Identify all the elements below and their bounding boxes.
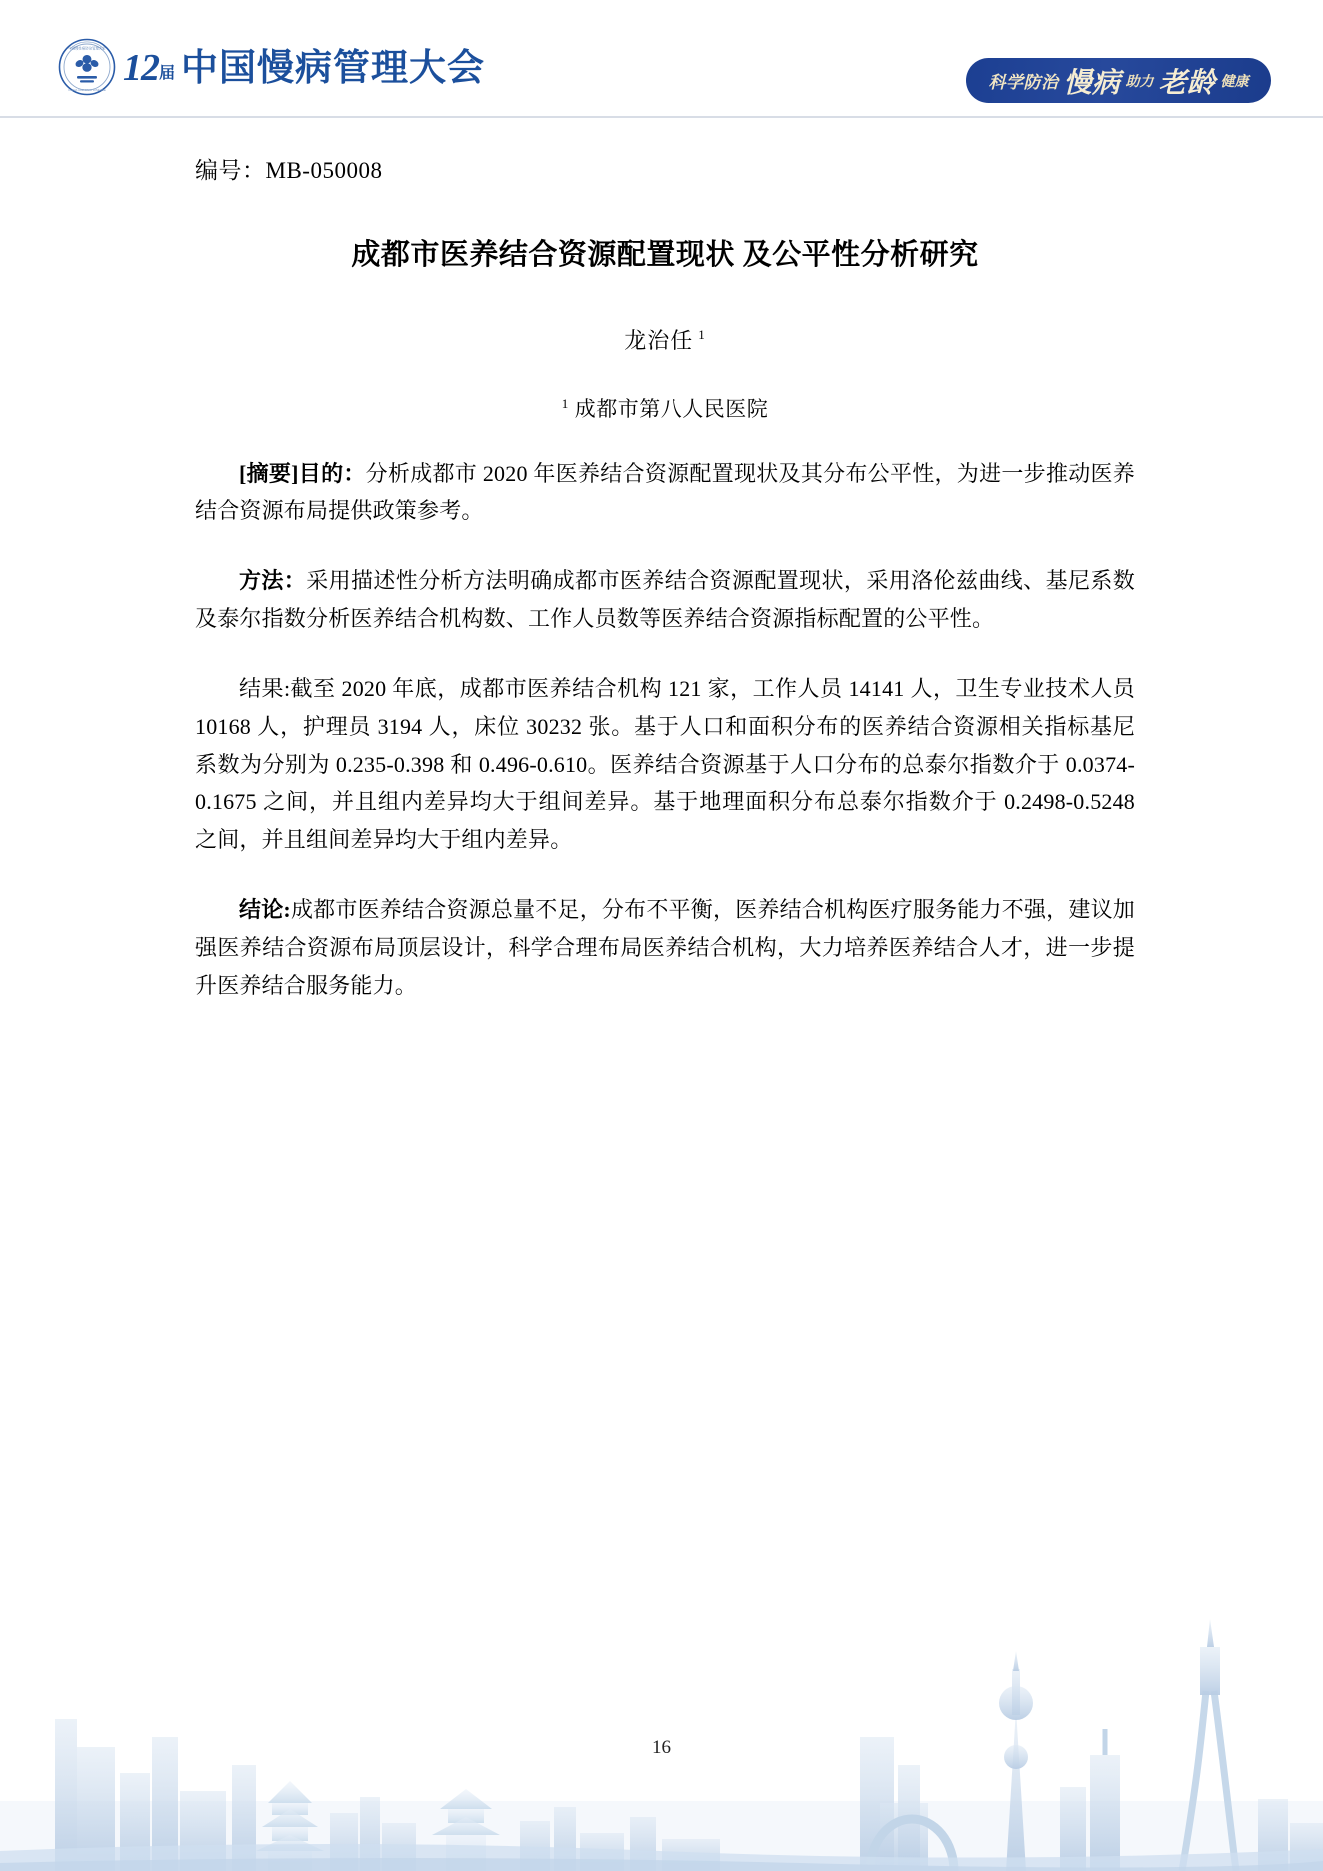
abstract-results: [195, 670, 1135, 859]
slogan-part-5: 健康: [1220, 74, 1249, 90]
affiliation-mark: 1: [561, 395, 569, 411]
author-affiliation-mark: 1: [698, 327, 706, 343]
abstract-id: 编号：MB-050008: [195, 158, 383, 183]
slogan-part-3: 助力: [1125, 74, 1154, 90]
conference-seal-icon: [58, 38, 116, 96]
edition-number: [123, 49, 174, 87]
abstract-conclusion-label: 结论:: [239, 897, 291, 923]
edition-suffix: 届: [159, 65, 175, 82]
slogan-part-1: 科学防治: [988, 73, 1059, 92]
abstract-conclusion-text: 成都市医养结合资源总量不足，分布不平衡，医养结合机构医疗服务能力不强，建议加强医养结合资源布局顶层设计，科学合理布局医养结合机构，大力培养医养结合人才，进一步提升医养结合服务能力。: [195, 897, 1135, 998]
conference-branding: [58, 38, 485, 96]
slogan-part-2: 慢病: [1063, 67, 1121, 99]
abstract-objective: [195, 455, 1135, 531]
abstract-methods: [195, 562, 1135, 638]
abstract-methods-text: 采用描述性分析方法明确成都市医养结合资源配置现状，采用洛伦兹曲线、基尼系数及泰尔指数分析医养结合机构数、工作人员数等医养结合资源指标配置的公平性。: [195, 568, 1135, 632]
edition-number-value: 12: [123, 47, 159, 89]
page-title: 成都市医养结合资源配置现状 及公平性分析研究: [351, 239, 979, 271]
document-body: [195, 140, 1135, 1005]
abstract-objective-label: [摘要]目的：: [239, 460, 366, 486]
page-header: [0, 0, 1323, 118]
abstract-conclusion: [195, 891, 1135, 1004]
svg-text:中国慢性病防治管理大会: 中国慢性病防治管理大会: [68, 46, 106, 51]
city-skyline-decoration: [0, 1551, 1323, 1871]
header-divider: [0, 116, 1323, 118]
author-name: 龙治任: [624, 327, 694, 353]
conference-slogan-banner: [966, 58, 1271, 103]
slogan-part-4: 老龄: [1158, 67, 1216, 99]
abstract-methods-label: 方法：: [239, 568, 307, 594]
affiliation-line: [195, 393, 1135, 423]
affiliation-name: 成都市第八人民医院: [574, 396, 769, 421]
page-number: 16: [652, 1737, 671, 1758]
abstract-results-label: 结果:: [239, 675, 291, 701]
conference-title: 中国慢病管理大会: [181, 46, 486, 88]
abstract-results-text: 截至 2020 年底，成都市医养结合机构 121 家，工作人员 14141 人，卫生专业技术人员 10168 人，护理员 3194 人，床位 30232 张。基于人口和面积分布的医养结合资源相关指标基尼系数为分别为 0.235-0.398 和 0.496-0.610。医养结合资源基于人口分布的总泰尔指数介于 0.0374-0.1675 之间，并且组内差异均大于组间差异。基于地理面积分布总泰尔指数介于 0.2498-0.5248 之间，并且组间差异均大于组内差异。: [195, 675, 1135, 853]
author-line: [195, 324, 1135, 355]
abstract-objective-text: 分析成都市 2020 年医养结合资源配置现状及其分布公平性，为进一步推动医养结合资源布局提供政策参考。: [195, 460, 1135, 524]
svg-text:CHINA CHRONIC DISEASE: CHINA CHRONIC DISEASE: [68, 88, 106, 92]
